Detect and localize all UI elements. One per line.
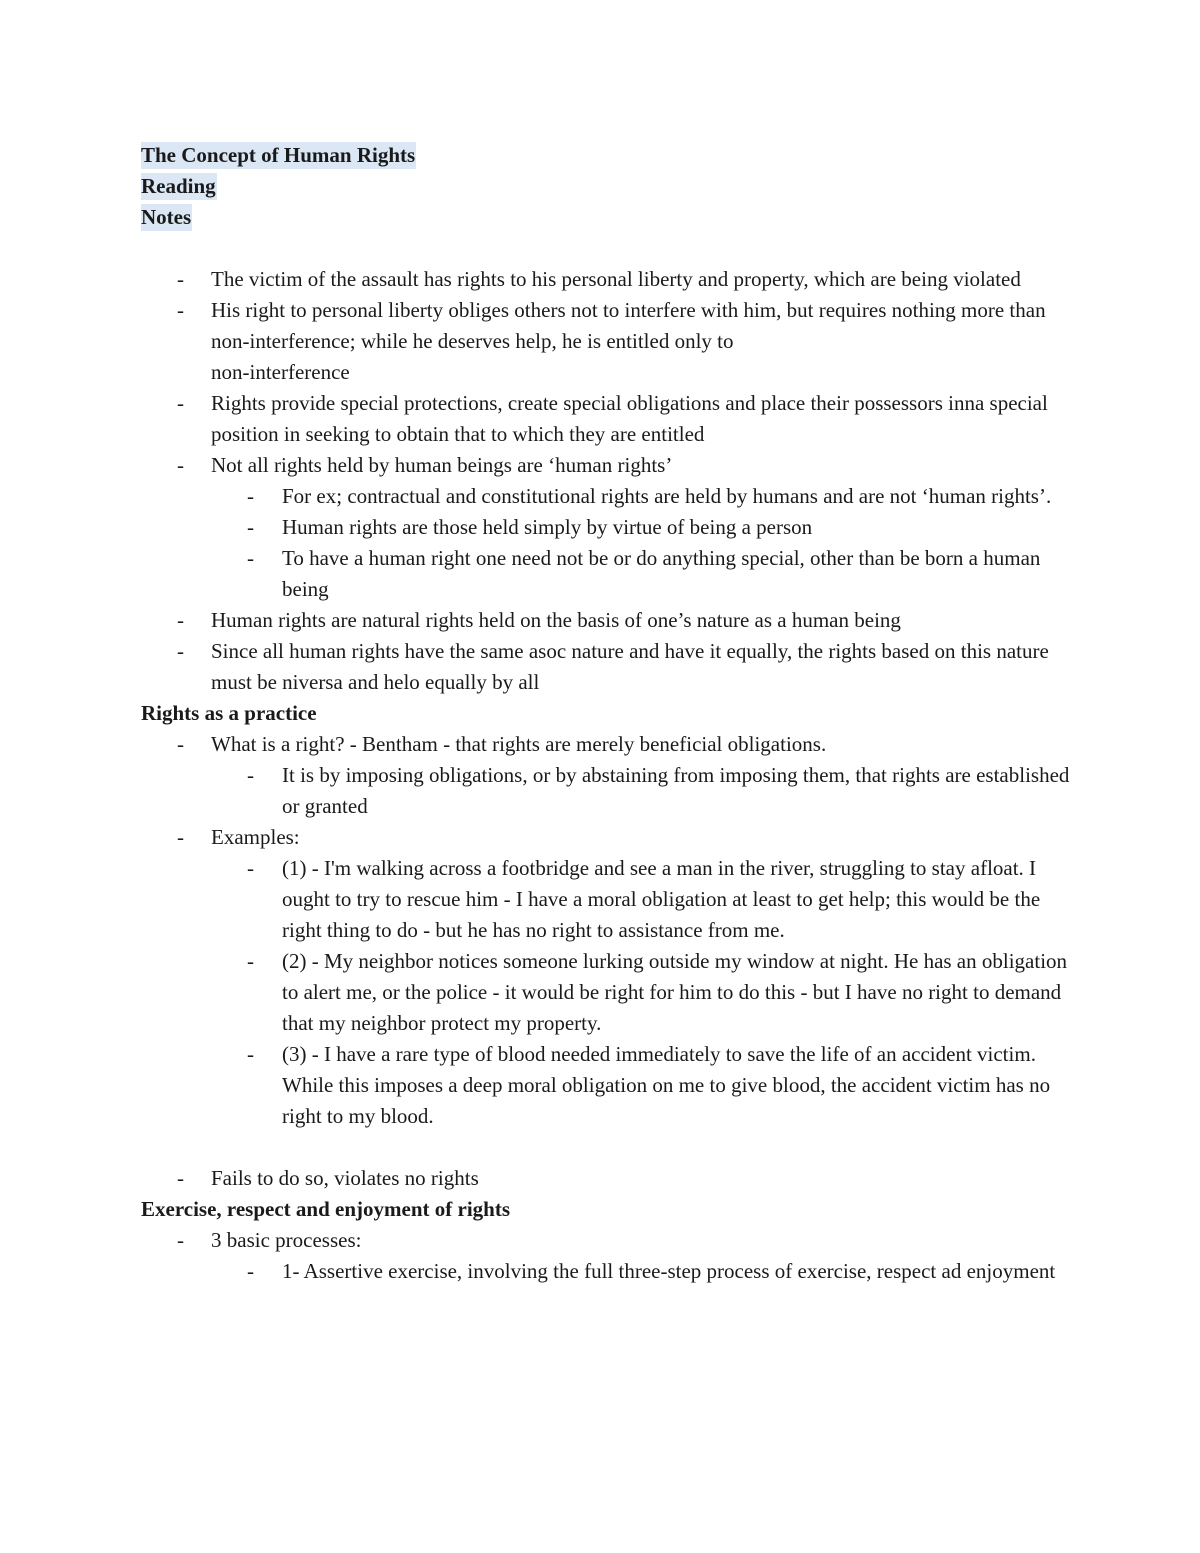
doc-subtitle-reading: Reading xyxy=(141,174,216,198)
bullet-dash: - xyxy=(177,825,184,849)
title-line xyxy=(141,171,1071,202)
list-item xyxy=(141,729,1071,760)
bullet-dash: - xyxy=(247,546,254,570)
list-item-text: (2) - My neighbor notices someone lurking outside my window at night. He has an obligation to alert me, or the police - it would be right for him to do this - but I have no right to demand that my neighbor protect my property. xyxy=(282,949,1068,1035)
rights-practice-list-cont xyxy=(141,1163,1071,1194)
sub-list-item xyxy=(141,946,1071,1039)
list-item-text: Fails to do so, violates no rights xyxy=(211,1166,479,1190)
sub-list-item xyxy=(141,512,1071,543)
rights-practice-list xyxy=(141,729,1071,1132)
list-item-text: 1- Assertive exercise, involving the full three-step process of exercise, respect ad enjoyment xyxy=(282,1259,1056,1283)
list-item xyxy=(141,295,1071,388)
bullet-dash: - xyxy=(177,608,184,632)
exercise-list xyxy=(141,1225,1071,1287)
blank-line xyxy=(141,1132,1071,1163)
list-item-text: It is by imposing obligations, or by abstaining from imposing them, that rights are established or granted xyxy=(282,763,1070,818)
list-item-text: Examples: xyxy=(211,825,300,849)
list-item xyxy=(141,636,1071,698)
list-item xyxy=(141,605,1071,636)
notes-list xyxy=(141,264,1071,698)
document-body xyxy=(141,140,1071,1287)
sub-list-item xyxy=(141,481,1071,512)
section-heading: Rights as a practice xyxy=(141,701,317,725)
list-item-text: Rights provide special protections, create special obligations and place their possessors inna special position in seeking to obtain that to which they are entitled xyxy=(211,391,1048,446)
bullet-dash: - xyxy=(247,763,254,787)
blank-line xyxy=(141,233,1071,264)
title-line xyxy=(141,140,1071,171)
list-item xyxy=(141,450,1071,481)
list-item-text: To have a human right one need not be or do anything special, other than be born a human being xyxy=(282,546,1041,601)
sub-list-item xyxy=(141,760,1071,822)
list-item xyxy=(141,264,1071,295)
bullet-dash: - xyxy=(247,484,254,508)
doc-title: The Concept of Human Rights xyxy=(141,143,416,167)
list-item-text: 3 basic processes: xyxy=(211,1228,362,1252)
list-item-text-wrap: non-interference xyxy=(211,360,350,384)
list-item xyxy=(141,1225,1071,1256)
sub-list-item xyxy=(141,543,1071,605)
sub-list-item xyxy=(141,1256,1071,1287)
bullet-dash: - xyxy=(177,639,184,663)
bullet-dash: - xyxy=(247,515,254,539)
list-item-text: What is a right? - Bentham - that rights are merely beneficial obligations. xyxy=(211,732,827,756)
list-item-text: Not all rights held by human beings are ‘human rights’ xyxy=(211,453,673,477)
sub-list-item xyxy=(141,1039,1071,1132)
doc-subtitle-notes: Notes xyxy=(141,205,192,229)
list-item-text: The victim of the assault has rights to his personal liberty and property, which are being violated xyxy=(211,267,1021,291)
bullet-dash: - xyxy=(177,391,184,415)
list-item-text: (1) - I'm walking across a footbridge and see a man in the river, struggling to stay afloat. I ought to try to rescue him - I have a moral obligation at least to get help; this would be the right thing to do - but he has no right to assistance from me. xyxy=(282,856,1041,942)
title-line xyxy=(141,202,1071,233)
list-item-text: Human rights are natural rights held on the basis of one’s nature as a human being xyxy=(211,608,901,632)
bullet-dash: - xyxy=(177,298,184,322)
list-item-text: (3) - I have a rare type of blood needed immediately to save the life of an accident victim. While this imposes a deep moral obligation on me to give blood, the accident victim has no right to my blood. xyxy=(282,1042,1051,1128)
bullet-dash: - xyxy=(177,732,184,756)
bullet-dash: - xyxy=(247,949,254,973)
sub-list-item xyxy=(141,853,1071,946)
bullet-dash: - xyxy=(177,453,184,477)
list-item xyxy=(141,822,1071,853)
list-item-text: His right to personal liberty obliges others not to interfere with him, but requires nothing more than non-interference; while he deserves help, he is entitled only to xyxy=(211,298,1046,353)
list-item-text: Human rights are those held simply by virtue of being a person xyxy=(282,515,813,539)
section-heading: Exercise, respect and enjoyment of rights xyxy=(141,1197,510,1221)
bullet-dash: - xyxy=(247,1259,254,1283)
bullet-dash: - xyxy=(177,1166,184,1190)
list-item-text: For ex; contractual and constitutional rights are held by humans and are not ‘human rights’. xyxy=(282,484,1052,508)
bullet-dash: - xyxy=(177,267,184,291)
bullet-dash: - xyxy=(177,1228,184,1252)
list-item xyxy=(141,388,1071,450)
list-item xyxy=(141,1163,1071,1194)
bullet-dash: - xyxy=(247,1042,254,1066)
list-item-text: Since all human rights have the same asoc nature and have it equally, the rights based on this nature must be niversa and helo equally by all xyxy=(211,639,1049,694)
bullet-dash: - xyxy=(247,856,254,880)
